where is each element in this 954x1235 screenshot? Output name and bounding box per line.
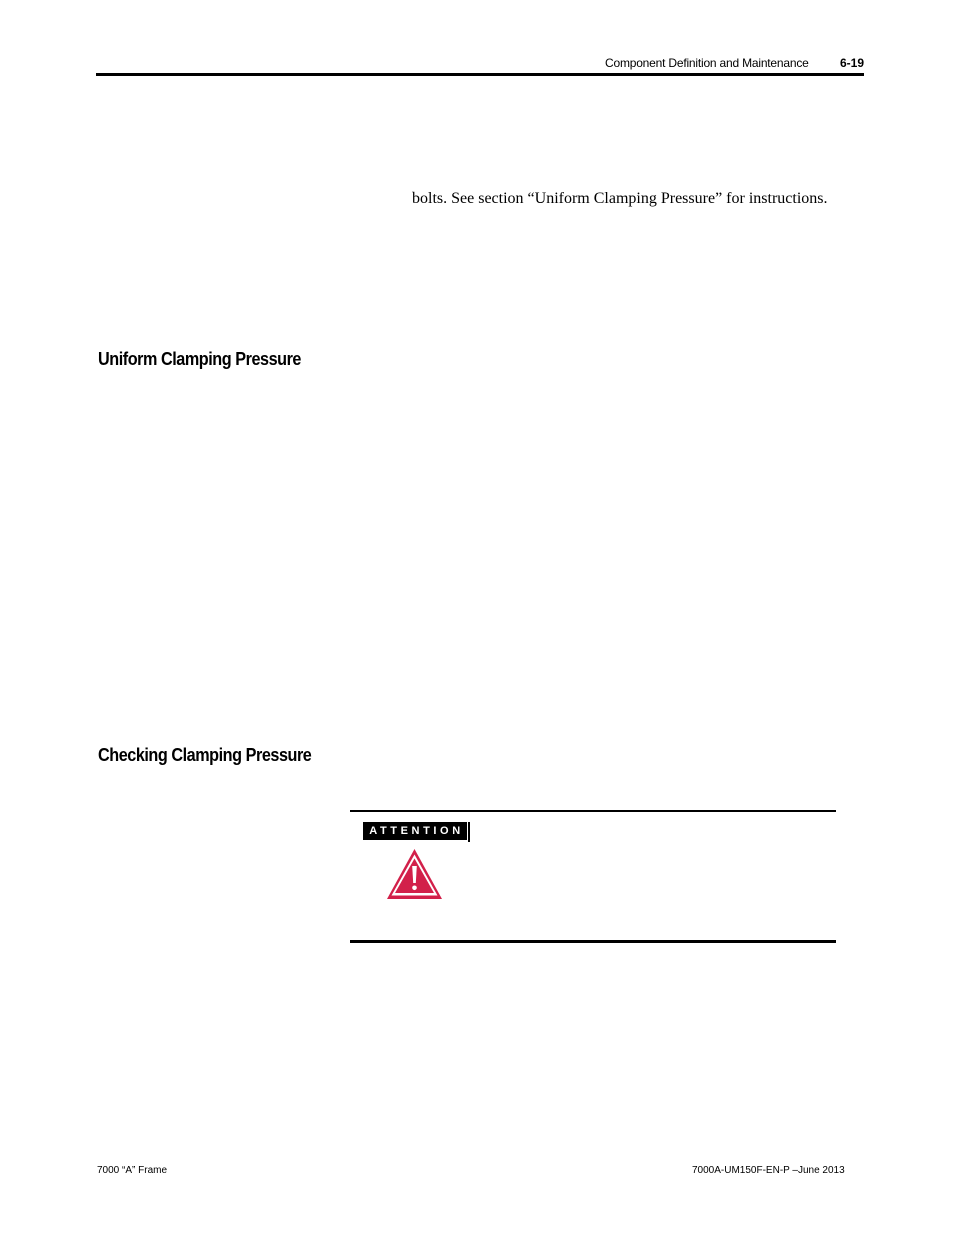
footer-document-name: 7000 “A” Frame [97, 1165, 168, 1176]
heading-uniform-clamping-pressure: Uniform Clamping Pressure [98, 349, 302, 369]
continuation-paragraph: bolts. See section “Uniform Clamping Pressure” for instructions. [412, 190, 828, 207]
footer-publication-number: 7000A-UM150F-EN-P –June 2013 [692, 1165, 845, 1176]
attention-label: ATTENTION [363, 822, 467, 840]
attention-bottom-rule [350, 940, 836, 943]
attention-label-edge [468, 822, 470, 842]
attention-top-rule [350, 810, 836, 812]
header-rule [96, 73, 864, 76]
header-section-title: Component Definition and Maintenance [605, 56, 809, 70]
header-page-number: 6-19 [840, 56, 865, 70]
exclamation-dot [412, 886, 417, 891]
heading-checking-clamping-pressure: Checking Clamping Pressure [98, 745, 312, 765]
warning-triangle-icon [386, 848, 443, 900]
